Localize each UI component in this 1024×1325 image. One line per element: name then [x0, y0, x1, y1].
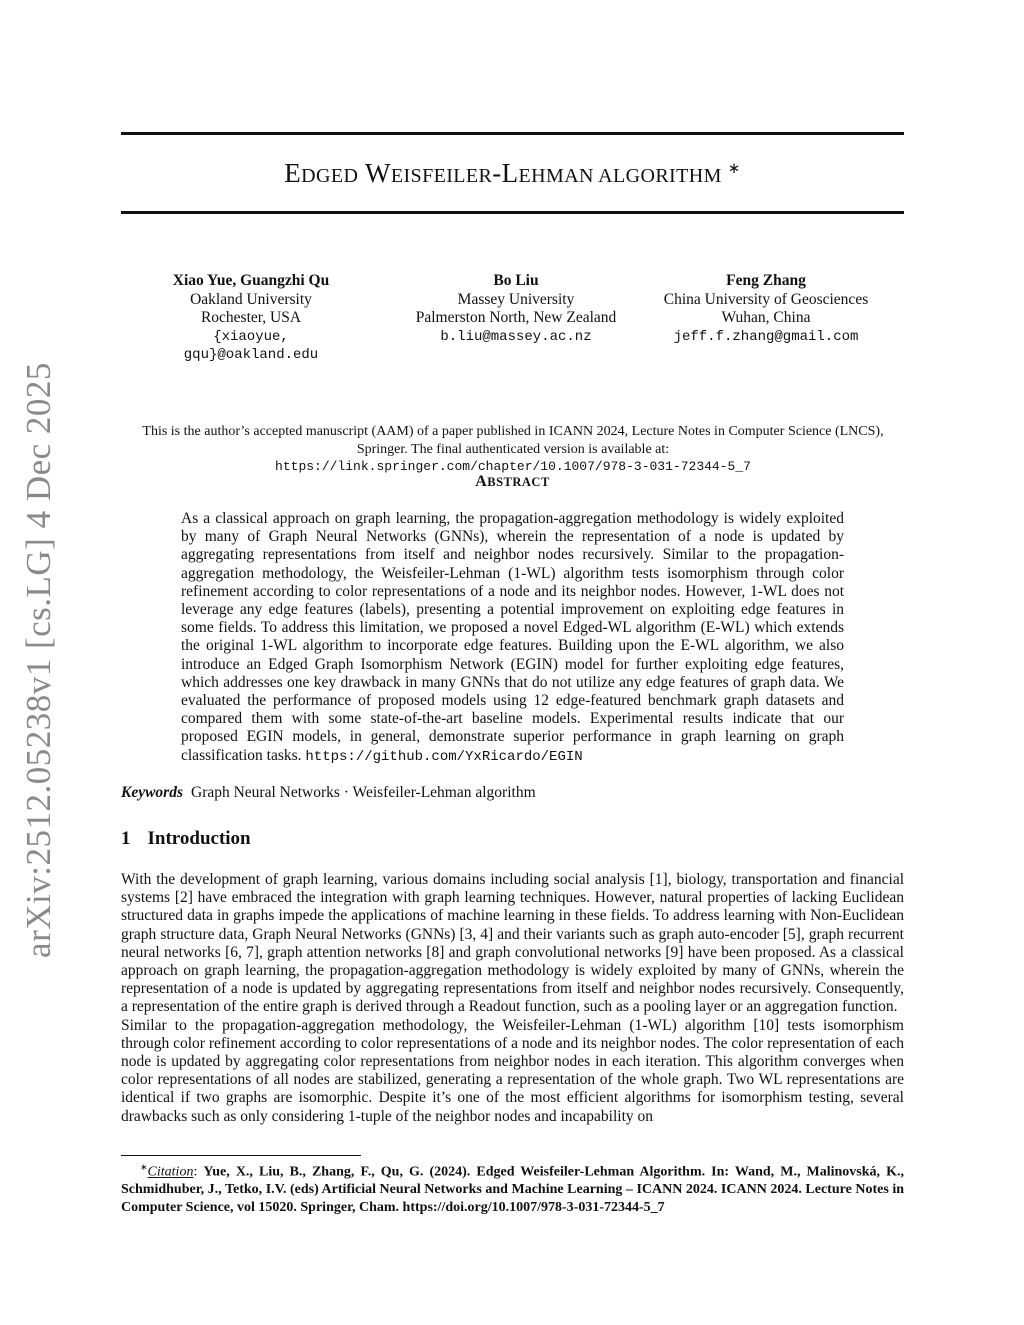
body-paragraph: With the development of graph learning, various domains including social analysis [1], biology, transportation and financial systems [2] have embraced the integration with graph learning techniques. However, natural properties of lacking Euclidean structured data in graphs impede the applications of machine learning in these fields. To address learning with Non-Euclidean graph structure data, Graph Neural Networks (GNNs) [3, 4] and their variants such as graph auto-encoder [5], graph recurrent neural networks [6, 7], graph attention networks [8] and graph convolutional networks [9] have been proposed. As a classical approach on graph learning, the propagation-aggregation methodology is widely exploited by many of GNNs, wherein the representation of a node is updated by aggregating representations from itself and neighbor nodes recursively. Consequently, a representation of the entire graph is derived through a Readout function, such as a pooling layer or an aggregation function.: [121, 871, 904, 1016]
abstract-body: [181, 510, 844, 766]
section-title: Introduction: [147, 828, 251, 849]
author-entry: [401, 272, 631, 346]
author-name: Feng Zhang: [726, 272, 806, 289]
author-name: Bo Liu: [493, 272, 539, 289]
title-part: -L: [492, 158, 519, 188]
paper-title: [121, 158, 904, 189]
author-block: [121, 272, 904, 363]
footnote-rule: [121, 1155, 361, 1156]
author-entry: [146, 272, 356, 365]
arxiv-identifier-text: arXiv:2512.05238v1 [cs.LG] 4 Dec 2025: [19, 362, 58, 958]
abstract-heading-initial: A: [475, 473, 488, 490]
section-heading: [121, 828, 251, 850]
title-top-rule: [121, 132, 904, 135]
abstract-heading: [121, 473, 904, 491]
author-affiliation: Oakland University: [190, 290, 312, 308]
aam-notice: [118, 423, 908, 476]
title-bottom-rule: [121, 211, 904, 214]
title-footnote-mark: ∗: [727, 161, 741, 177]
author-location: Palmerston North, New Zealand: [415, 309, 617, 326]
introduction-body: [121, 871, 904, 1126]
footnote-label: Citation: [147, 1164, 194, 1180]
title-part-smallcaps: DGED: [301, 165, 359, 187]
keywords-label: Keywords: [121, 784, 183, 801]
author-location: Wuhan, China: [721, 309, 811, 326]
title-part-smallcaps: EISFEILER: [390, 165, 493, 187]
author-email: {xiaoyue, gqu}@oakland.edu: [183, 328, 319, 363]
keywords-line: [121, 784, 536, 802]
title-part-smallcaps: EHMAN ALGORITHM: [518, 165, 722, 187]
footnote-mark: ∗: [140, 1162, 148, 1172]
author-entry: [651, 272, 881, 346]
title-part: W: [358, 158, 391, 188]
abstract-repo-link[interactable]: https://github.com/YxRicardo/EGIN: [305, 748, 583, 765]
author-name: Xiao Yue, Guangzhi Qu: [172, 272, 330, 289]
aam-notice-line: This is the author’s accepted manuscript (AAM) of a paper published in ICANN 2024, Lecture Notes in Computer Science (LNCS),: [142, 424, 884, 439]
arxiv-identifier-stamp: [0, 0, 70, 1325]
author-location: Rochester, USA: [200, 309, 302, 326]
aam-notice-url[interactable]: https://link.springer.com/chapter/10.1007/978-3-031-72344-5_7: [275, 459, 751, 474]
keywords-text: Graph Neural Networks · Weisfeiler-Lehman algorithm: [191, 784, 536, 801]
footnote-text: Yue, X., Liu, B., Zhang, F., Qu, G. (2024). Edged Weisfeiler-Lehman Algorithm. In: Wand, M., Malinovská, K., Schmidhuber, J., Tetko, I.V. (eds) Artificial Neural Networks and Machine Learning – ICANN 2024. ICANN 2024. Lecture Notes in Computer Science, vol 15020. Springer, Cham. https://doi.org/10.1007/978-3-031-72344-5_7: [121, 1164, 904, 1215]
section-number: 1: [121, 828, 131, 849]
author-affiliation: Massey University: [457, 290, 575, 308]
abstract-heading-smallcaps: BSTRACT: [487, 475, 550, 489]
author-email: jeff.f.zhang@gmail.com: [673, 328, 859, 345]
title-part: E: [284, 158, 302, 188]
author-email: b.liu@massey.ac.nz: [440, 328, 592, 345]
body-paragraph: Similar to the propagation-aggregation methodology, the Weisfeiler-Lehman (1-WL) algorithm [10] tests isomorphism through color refinement according to color representations of a node and its neighbor nodes. The color representation of each node is updated by aggregating color representations from neighbor nodes in each iteration. This algorithm converges when color representations of all nodes are stabilized, generating a representation of the whole graph. Two WL representations are identical if two graphs are isomorphic. Despite it’s one of the most efficient algorithms for isomorphism testing, several drawbacks such as only considering 1-tuple of the neighbor nodes and incapability on: [121, 1016, 904, 1125]
citation-footnote: ∗Citation: Yue, X., Liu, B., Zhang, F., Qu, G. (2024). Edged Weisfeiler-Lehman Algorithm. In: Wand, M., Malinovská, K., Schmidhuber, J., Tetko, I.V. (eds) Artificial Neural Networks and Machine Learning – ICANN 2024. ICANN 2024. Lecture Notes in Computer Science, vol 15020. Springer, Cham. https://doi.org/10.1007/978-3-031-72344-5_7: [121, 1162, 904, 1215]
author-affiliation: China University of Geosciences: [663, 290, 869, 308]
aam-notice-line: Springer. The final authenticated version is available at:: [356, 441, 670, 457]
abstract-text: As a classical approach on graph learning, the propagation-aggregation methodology is widely exploited by many of Graph Neural Networks (GNNs), wherein the representation of a node is updated by aggregating representations from itself and neighbor nodes recursively. Similar to the propagation-aggregation methodology, the Weisfeiler-Lehman (1-WL) algorithm tests isomorphism through color refinement according to color representations of a node and its neighbor nodes. However, 1-WL does not leverage any edge features (labels), presenting a potential improvement on exploiting edge features in some fields. To address this limitation, we proposed a novel Edged-WL algorithm (E-WL) which extends the original 1-WL algorithm to incorporate edge features. Building upon the E-WL algorithm, we also introduce an Edged Graph Isomorphism Network (EGIN) model for further exploiting edge features, which addresses one key drawback in many GNNs that do not utilize any edge features of graph data. We evaluated the performance of proposed models using 12 edge-featured benchmark graph datasets and compared them with some state-of-the-art baseline models. Experimental results indicate that our proposed EGIN models, in general, demonstrate superior performance in graph learning on graph classification tasks.: [181, 510, 844, 764]
